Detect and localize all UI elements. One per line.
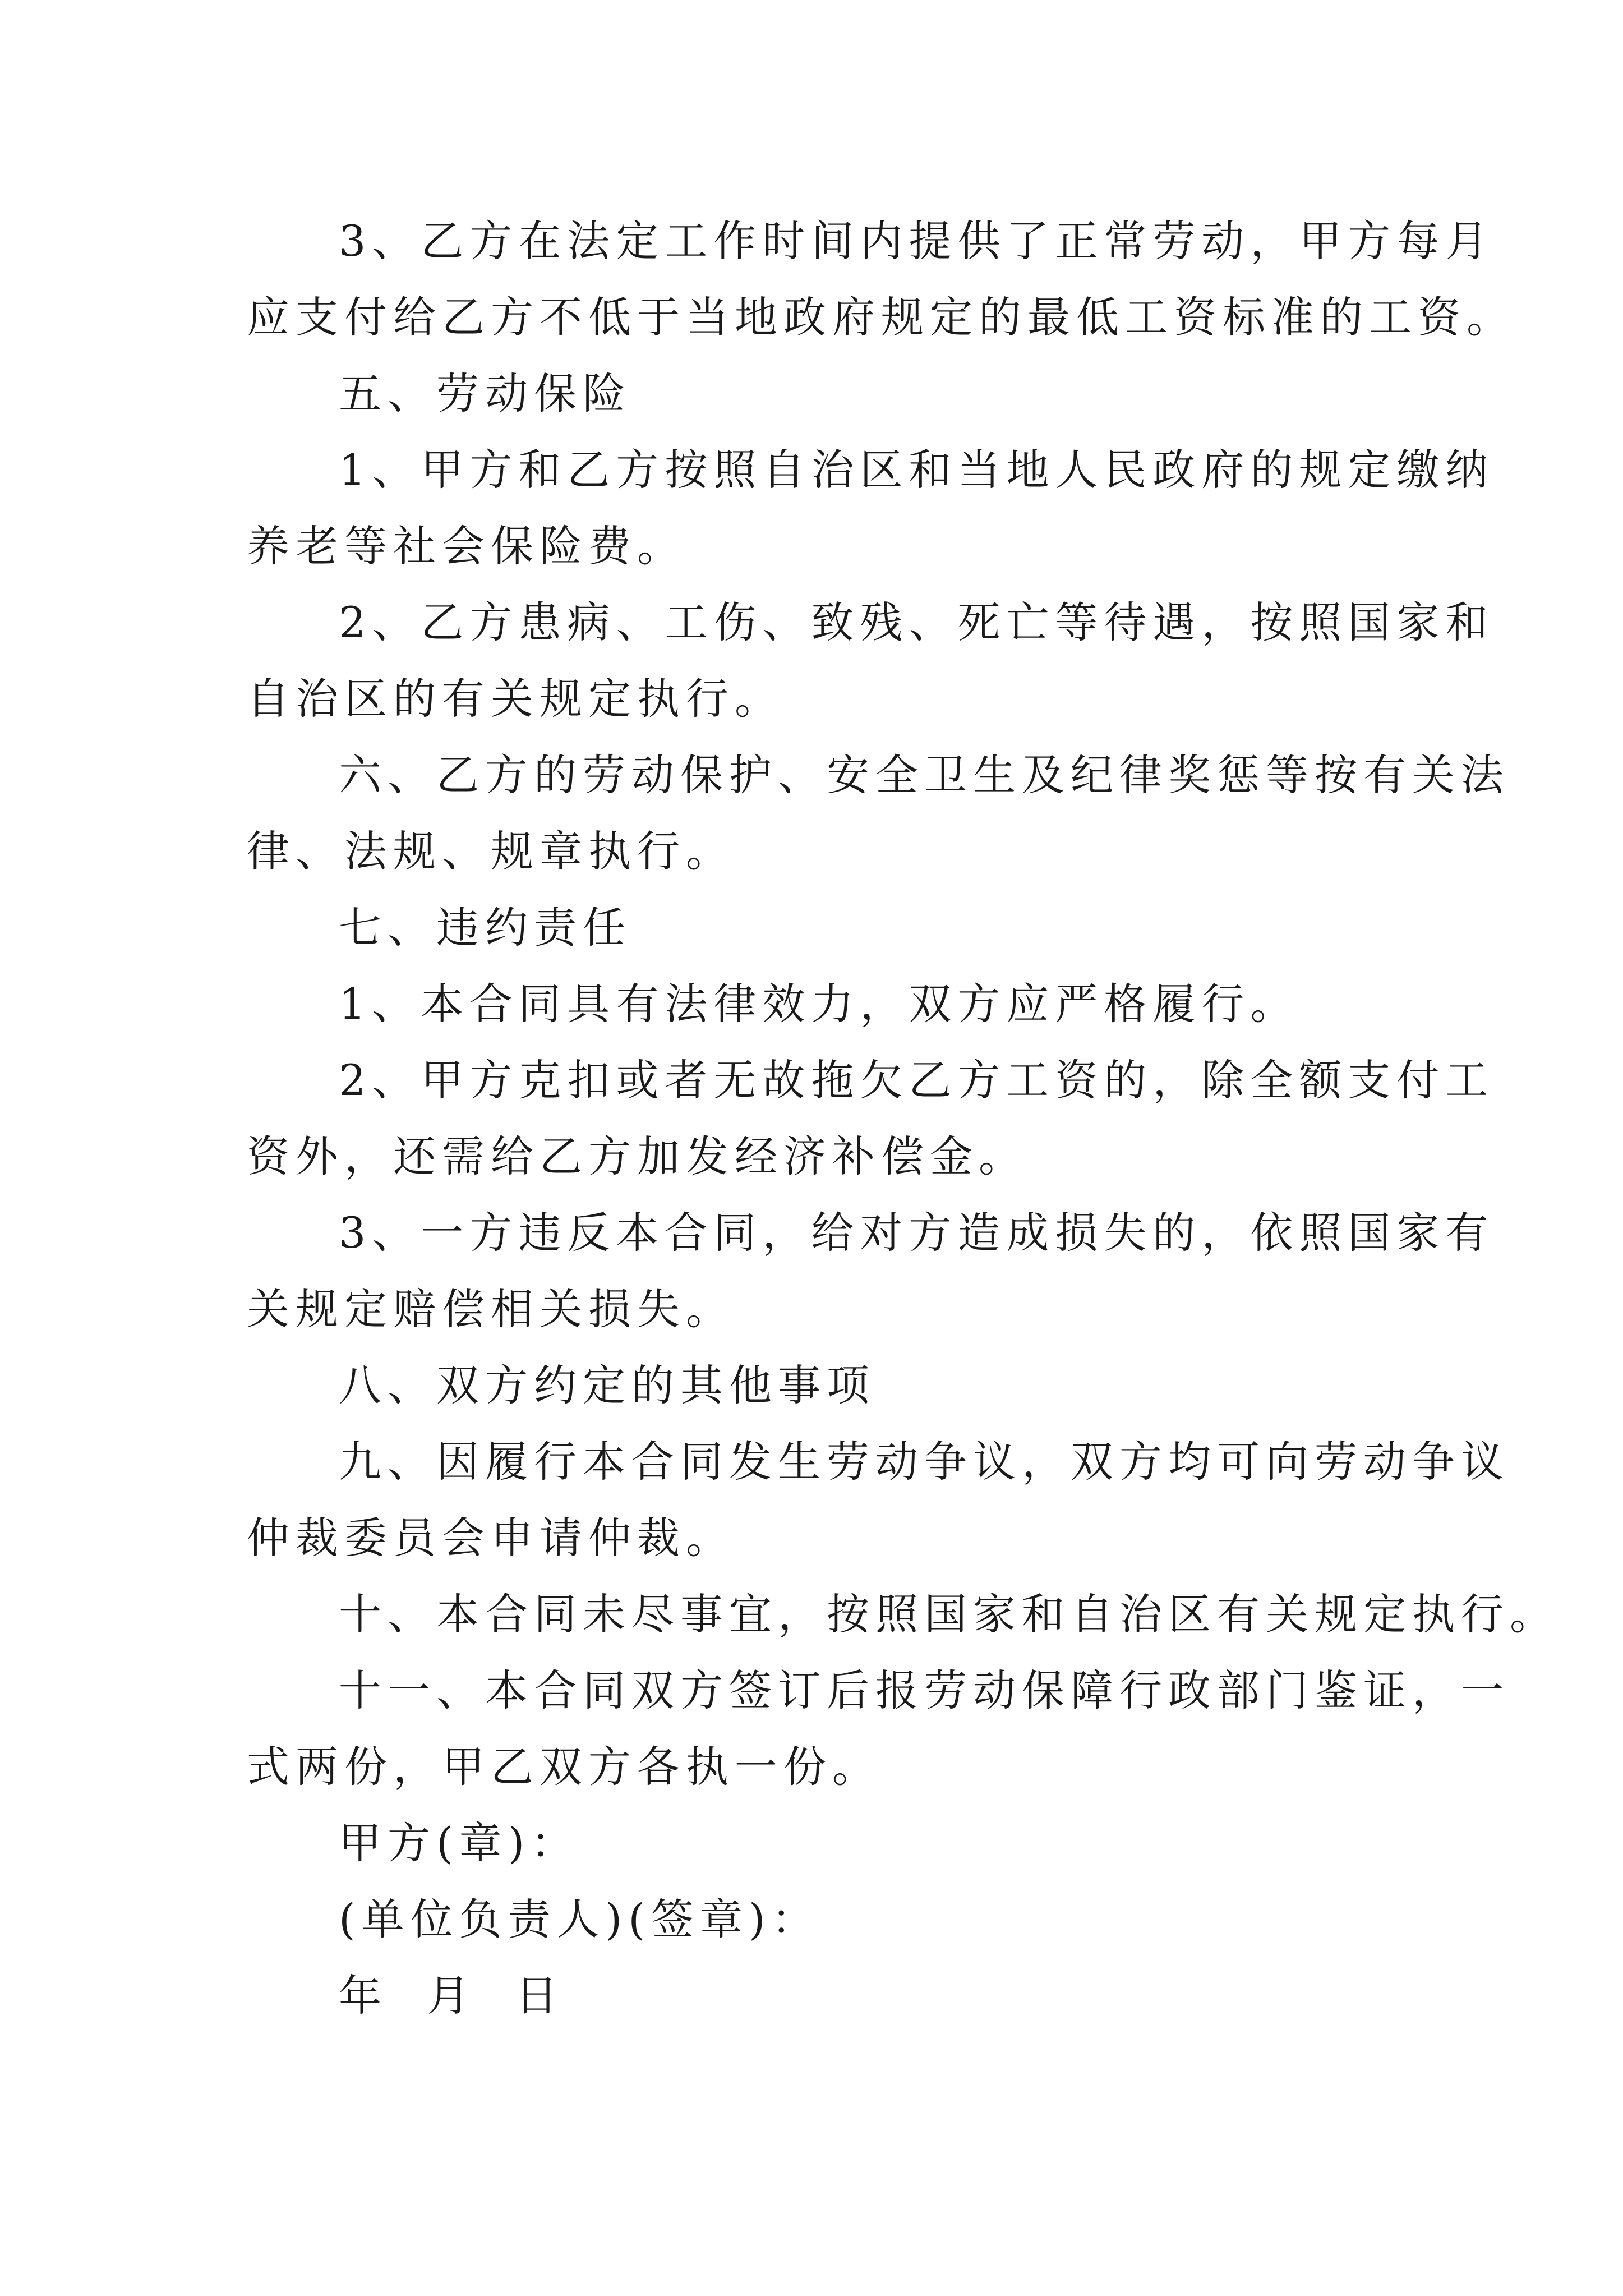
text-line: 1、本合同具有法律效力，双方应严格履行。 <box>339 979 1299 1029</box>
unit-head-signature <box>247 1881 1385 1958</box>
text-line: 年 月 日 <box>339 1971 564 2021</box>
text-line: 1、甲方和乙方按照自治区和当地人民政府的规定缴纳 <box>339 445 1495 495</box>
section-9 <box>247 1424 1510 1576</box>
text-line: 自治区的有关规定执行。 <box>247 674 783 724</box>
text-line: 2、乙方患病、工伤、致残、死亡等待遇，按照国家和 <box>339 597 1495 647</box>
clause-7-1 <box>247 966 1385 1042</box>
text-line: 式两份，甲乙双方各执一份。 <box>247 1742 881 1792</box>
section-10 <box>247 1576 1559 1653</box>
text-line: (单位负责人)(签章)： <box>339 1894 820 1944</box>
text-line: 十、本合同未尽事宜，按照国家和自治区有关规定执行。 <box>339 1589 1559 1639</box>
text-line: 2、甲方克扣或者无故拖欠乙方工资的，除全额支付工 <box>339 1055 1495 1105</box>
text-line: 七、违约责任 <box>339 903 631 953</box>
clause-4-3 <box>247 203 1515 356</box>
clause-7-3 <box>247 1195 1495 1347</box>
text-line: 五、劳动保险 <box>339 369 631 418</box>
signing-date <box>247 1958 1385 2034</box>
text-line: 关规定赔偿相关损失。 <box>247 1284 735 1334</box>
text-line: 九、因履行本合同发生劳动争议，双方均可向劳动争议 <box>339 1437 1510 1487</box>
text-line: 仲裁委员会申请仲裁。 <box>247 1513 735 1563</box>
text-line: 3、一方违反本合同，给对方造成损失的，依照国家有 <box>339 1208 1495 1258</box>
section-11 <box>247 1653 1510 1805</box>
clause-5-1 <box>247 432 1495 585</box>
party-a-seal <box>247 1805 1385 1881</box>
text-line: 应支付给乙方不低于当地政府规定的最低工资标准的工资。 <box>247 292 1515 342</box>
text-line: 十一、本合同双方签订后报劳动保障行政部门鉴证，一 <box>339 1665 1510 1715</box>
section-7-heading <box>247 890 1385 966</box>
text-line: 资外，还需给乙方加发经济补偿金。 <box>247 1131 1027 1181</box>
text-line: 六、乙方的劳动保护、安全卫生及纪律奖惩等按有关法 <box>339 750 1510 800</box>
section-6 <box>247 737 1510 890</box>
clause-7-2 <box>247 1042 1495 1195</box>
text-line: 3、乙方在法定工作时间内提供了正常劳动，甲方每月 <box>339 216 1495 266</box>
section-5-heading <box>247 356 1385 432</box>
clause-5-2 <box>247 585 1495 737</box>
section-8 <box>247 1347 1385 1424</box>
text-line: 律、法规、规章执行。 <box>247 826 735 876</box>
text-line: 八、双方约定的其他事项 <box>339 1360 875 1410</box>
text-line: 养老等社会保险费。 <box>247 521 686 571</box>
text-line: 甲方(章)： <box>339 1818 580 1868</box>
